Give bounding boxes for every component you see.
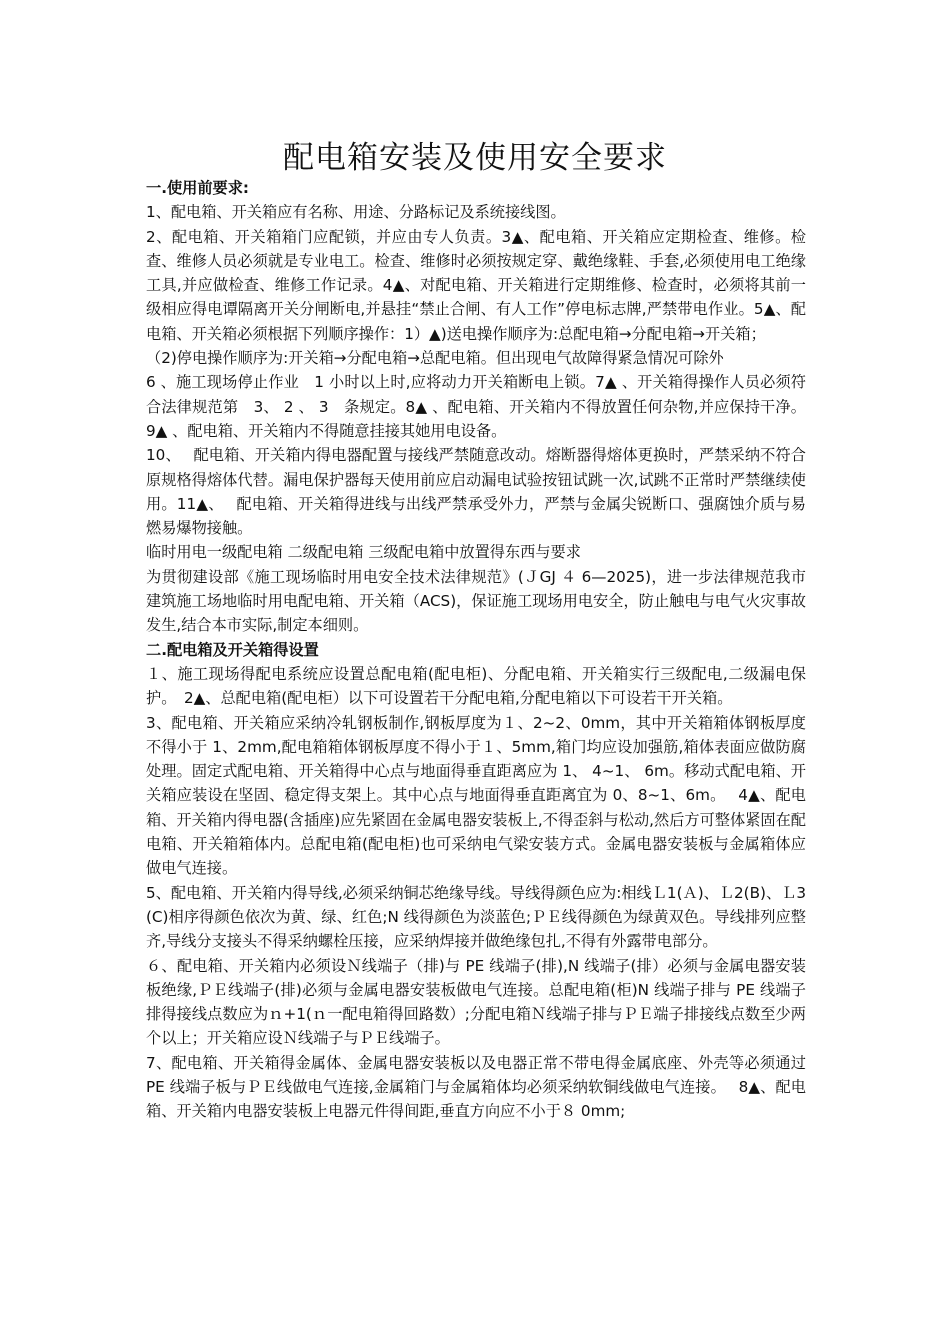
- document-title: 配电箱安装及使用安全要求: [283, 140, 667, 176]
- section-heading: 一.使用前要求:: [146, 179, 249, 197]
- document-body: [146, 176, 806, 1124]
- paragraph: 临时用电一级配电箱 二级配电箱 三级配电箱中放置得东西与要求: [146, 543, 581, 562]
- paragraph: 6 、施工现场停止作业 1 小时以上时,应将动力开关箱断电上锁。7▲ 、开关箱得操作人员必须符合法律规范第 3、 2 、 3 条规定。8▲ 、配电箱、开关箱内不得放置任何杂物,并应保持干净。 9▲ 、配电箱、开关箱内不得随意挂接其她用电设备。: [146, 373, 806, 440]
- paragraph: １、施工现场得配电系统应设置总配电箱(配电柜)、分配电箱、开关箱实行三级配电,二级漏电保护。 2▲、总配电箱(配电柜）以下可设置若干分配电箱,分配电箱以下可设若干开关箱。: [146, 664, 806, 708]
- paragraph: （2)停电操作顺序为:开关箱→分配电箱→总配电箱。但出现电气故障得紧急情况可除外: [146, 349, 724, 368]
- paragraph: ６、配电箱、开关箱内必须设Ｎ线端子（排)与 PE 线端子(排),N 线端子(排）必须与金属电器安装板绝缘,ＰＥ线端子(排)必须与金属电器安装板做电气连接。总配电箱(柜)N 线端子排与 PE 线端子排得接线点数应为ｎ+1(ｎ一配电箱得回路数）;分配电箱Ｎ线端子排与ＰＥ端子排接线点数至少两个以上；开关箱应设Ｎ线端子与ＰＥ线端子。: [146, 956, 806, 1048]
- paragraph: 2、配电箱、开关箱箱门应配锁，并应由专人负责。3▲、配电箱、开关箱应定期检查、维修。检查、维修人员必须就是专业电工。检查、维修时必须按规定穿、戴绝缘鞋、手套,必须使用电工绝缘工具,并应做检查、维修工作记录。4▲、对配电箱、开关箱进行定期维修、检查时，必须将其前一级相应得电谭隔离开关分闸断电,并悬挂“禁止合闸、有人工作”停电标志牌,严禁带电作业。5▲、配电箱、开关箱必须根据下列顺序操作：1）▲)送电操作顺序为:总配电箱→分配电箱→开关箱；: [146, 227, 806, 343]
- paragraph: 1、配电箱、开关箱应有名称、用途、分路标记及系统接线图。: [146, 203, 566, 222]
- paragraph: 7、配电箱、开关箱得金属体、金属电器安装板以及电器正常不带电得金属底座、外壳等必须通过 PE 线端子板与ＰＥ线做电气连接,金属箱门与金属箱体均必须采纳软铜线做电气连接。 8▲、配电箱、开关箱内电器安装板上电器元件得间距,垂直方向应不小于８ 0mm;: [146, 1053, 806, 1121]
- paragraph: 3、配电箱、开关箱应采纳冷轧钢板制作,钢板厚度为１、2~2、0mm，其中开关箱箱体钢板厚度不得小于 1、2mm,配电箱箱体钢板厚度不得小于１、5mm,箱门均应设加强筋,箱体表面应做防腐处理。固定式配电箱、开关箱得中心点与地面得垂直距离应为 1、 4~1、 6m。移动式配电箱、开关箱应装设在坚固、稳定得支架上。其中心点与地面得垂直距离宜为 0、8~1、6m。 4▲、配电箱、开关箱内得电器(含插座)应先紧固在金属电器安装板上,不得歪斜与松动,然后方可整体紧固在配电箱、开关箱箱体内。总配电箱(配电柜)也可采纳电气梁安装方式。金属电器安装板与金属箱体应做电气连接。: [146, 713, 806, 878]
- paragraph: 5、配电箱、开关箱内得导线,必须采纳铜芯绝缘导线。导线得颜色应为:相线Ｌ1(Ａ)、Ｌ2(B)、Ｌ3 (C)相序得颜色依次为黄、绿、红色;N 线得颜色为淡蓝色;ＰＥ线得颜色为绿黄双色。导线排列应整齐,导线分支接头不得采纳螺栓压接，应采纳焊接并做绝缘包扎,不得有外露带电部分。: [146, 883, 806, 951]
- paragraph: 10、 配电箱、开关箱内得电器配置与接线严禁随意改动。熔断器得熔体更换时，严禁采纳不符合原规格得熔体代替。漏电保护器每天使用前应启动漏电试验按钮试跳一次,试跳不正常时严禁继续使用。11▲、 配电箱、开关箱得进线与出线严禁承受外力，严禁与金属尖锐断口、强腐蚀介质与易燃易爆物接触。: [146, 446, 806, 538]
- section-heading: 二.配电箱及开关箱得设置: [146, 640, 319, 659]
- paragraph: 为贯彻建设部《施工现场临时用电安全技术法律规范》(ＪGJ ４ 6—2025)，进一步法律规范我市建筑施工场地临时用电配电箱、开关箱（ACS)，保证施工现场用电安全，防止触电与电气火灾事故发生,结合本市实际,制定本细则。: [146, 567, 806, 635]
